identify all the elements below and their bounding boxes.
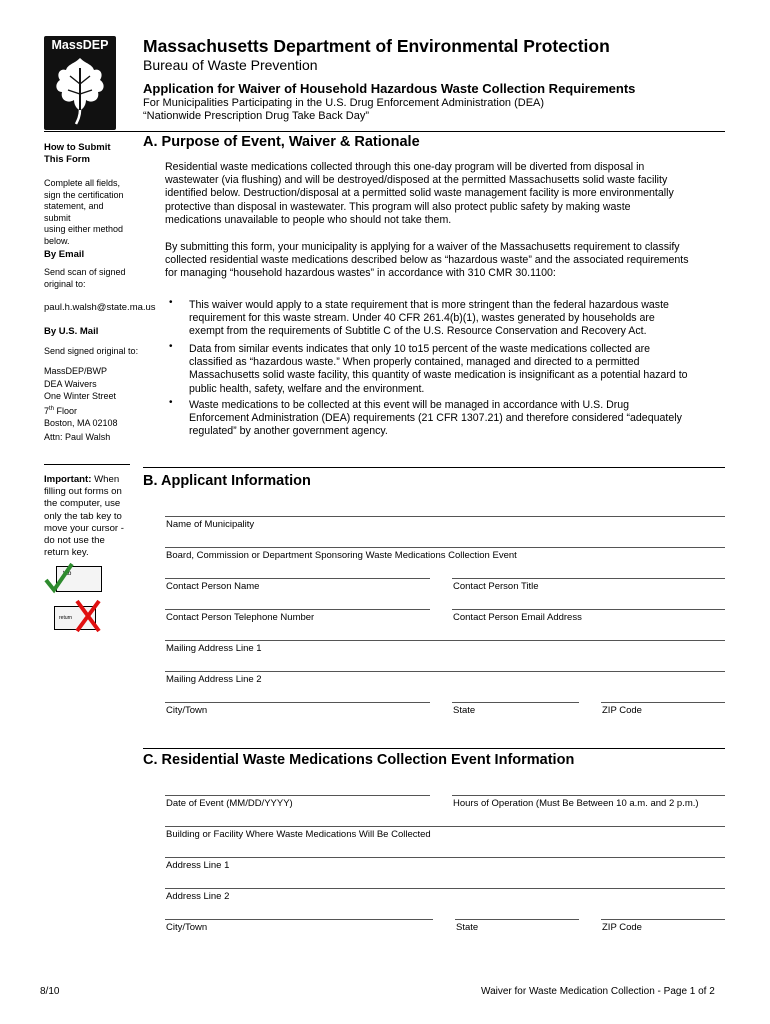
subtitle-line: “Nationwide Prescription Drug Take Back Day” bbox=[143, 110, 369, 122]
state-input[interactable] bbox=[452, 702, 579, 703]
address-line: DEA Waivers bbox=[44, 378, 97, 389]
tab-key-label: tab bbox=[63, 571, 72, 577]
text-line: classified as “hazardous waste.” When properly contained, managed and directed to a permitted bbox=[189, 356, 640, 369]
hours-label: Hours of Operation (Must Be Between 10 a.m. and 2 p.m.) bbox=[453, 798, 699, 809]
important-line: return key. bbox=[44, 547, 89, 559]
how-to-submit-text bbox=[44, 178, 126, 247]
floor-number: 7 bbox=[44, 405, 50, 416]
text-line: identified below. Destruction/disposal at a permitted solid waste management facility is more environmentally bbox=[165, 187, 674, 200]
mailing-address-1-input[interactable] bbox=[165, 640, 725, 641]
city-label: City/Town bbox=[166, 705, 208, 716]
contact-email-input[interactable] bbox=[452, 609, 725, 610]
side-line: sign the certification bbox=[44, 189, 124, 200]
contact-title-input[interactable] bbox=[452, 578, 725, 579]
important-line: only the tab key to bbox=[44, 510, 122, 522]
by-email-text bbox=[44, 267, 126, 290]
contact-name-input[interactable] bbox=[165, 578, 430, 579]
address-line bbox=[44, 403, 118, 418]
text-line: collected residential waste medications described below as “hazardous waste” and the associated requirements bbox=[165, 254, 689, 267]
text-line: Enforcement Administration (DEA) requirements (21 CFR 1307.21) and therefore considered “adequately bbox=[189, 412, 682, 425]
side-line: original to: bbox=[44, 278, 86, 289]
mailing-address-2-label: Mailing Address Line 2 bbox=[166, 674, 262, 685]
bullet-marker: • bbox=[169, 397, 173, 408]
by-email-title: By Email bbox=[44, 249, 85, 260]
board-label: Board, Commission or Department Sponsoring Waste Medications Collection Event bbox=[166, 550, 517, 561]
contact-phone-input[interactable] bbox=[165, 609, 430, 610]
agency-name: Massachusetts Department of Environmental Protection bbox=[143, 36, 610, 56]
important-text: When bbox=[91, 474, 120, 485]
event-zip-label: ZIP Code bbox=[602, 922, 642, 933]
subtitle-line: For Municipalities Participating in the U.S. Drug Enforcement Administration (DEA) bbox=[143, 97, 545, 109]
attention-line: Attn: Paul Walsh bbox=[44, 432, 111, 442]
text-line: protective than disposal in wastewater. This program will also protect public safety by making waste bbox=[165, 200, 631, 213]
bullet-item-3 bbox=[189, 399, 734, 439]
hours-input[interactable] bbox=[452, 795, 725, 796]
how-to-submit-title bbox=[44, 142, 111, 165]
bullet-item-1 bbox=[189, 299, 734, 339]
how-title-line: This Form bbox=[44, 153, 90, 165]
bullet-item-2 bbox=[189, 343, 734, 396]
event-address-1-input[interactable] bbox=[165, 857, 725, 858]
important-line: filling out forms on bbox=[44, 486, 122, 498]
section-a-paragraph-1 bbox=[165, 161, 730, 227]
bullet-marker: • bbox=[169, 341, 173, 352]
address-line: Boston, MA 02108 bbox=[44, 418, 118, 429]
building-input[interactable] bbox=[165, 826, 725, 827]
mailing-address-2-input[interactable] bbox=[165, 671, 725, 672]
text-line: Massachusetts solid waste facility, this quantity of waste medication is insignificant as a potential hazard to bbox=[189, 369, 688, 382]
tab-key-illustration bbox=[44, 562, 104, 596]
important-first-line bbox=[44, 474, 124, 486]
text-line: requirement for this waste stream. Under 40 CFR 261.4(b)(1), wastes generated by households are bbox=[189, 312, 655, 325]
text-line: Waste medications to be collected at this event will be managed in accordance with U.S. Drug bbox=[189, 399, 630, 411]
text-line: public health, safety, welfare and the environment. bbox=[189, 382, 425, 395]
oak-leaf-icon bbox=[50, 54, 110, 126]
text-line: wastewater (via flushing) and will be destroyed/disposed at the permitted Massachusetts solid waste facility bbox=[165, 174, 668, 187]
important-line: move your cursor - bbox=[44, 522, 124, 534]
email-address-link[interactable]: paul.h.walsh@state.ma.us bbox=[44, 302, 156, 313]
checkmark-icon bbox=[44, 562, 74, 594]
address-line: MassDEP/BWP bbox=[44, 366, 108, 376]
contact-title-label: Contact Person Title bbox=[453, 581, 539, 592]
address-line: One Winter Street bbox=[44, 391, 117, 402]
bureau-name: Bureau of Waste Prevention bbox=[143, 57, 318, 73]
side-line: statement, and submit bbox=[44, 201, 104, 223]
how-title-line: How to Submit bbox=[44, 142, 111, 153]
event-state-label: State bbox=[456, 922, 479, 933]
event-state-input[interactable] bbox=[455, 919, 579, 920]
section-a-title: A. Purpose of Event, Waiver & Rationale bbox=[143, 134, 420, 150]
form-version: 8/10 bbox=[40, 986, 60, 997]
section-b-divider bbox=[143, 467, 725, 468]
zip-input[interactable] bbox=[601, 702, 725, 703]
event-address-2-input[interactable] bbox=[165, 888, 725, 889]
important-line: the computer, use bbox=[44, 498, 121, 510]
header-divider bbox=[44, 131, 725, 132]
page-footer: Waiver for Waste Medication Collection - Page 1 of 2 bbox=[481, 986, 715, 997]
municipality-input[interactable] bbox=[165, 516, 725, 517]
section-a-paragraph-2 bbox=[165, 241, 730, 281]
board-input[interactable] bbox=[165, 547, 725, 548]
mailing-address-1-label: Mailing Address Line 1 bbox=[166, 643, 262, 654]
event-zip-input[interactable] bbox=[601, 919, 725, 920]
side-line: using either method bbox=[44, 224, 124, 234]
bullet-marker: • bbox=[169, 297, 173, 308]
text-line: This waiver would apply to a state requirement that is more stringent than the federal hazardous waste bbox=[189, 299, 669, 311]
section-c-divider bbox=[143, 748, 725, 749]
event-city-label: City/Town bbox=[166, 922, 208, 933]
text-line: regulated” by another government agency. bbox=[189, 425, 388, 438]
event-city-input[interactable] bbox=[165, 919, 433, 920]
contact-phone-label: Contact Person Telephone Number bbox=[166, 612, 315, 623]
municipality-label: Name of Municipality bbox=[166, 519, 255, 530]
application-title: Application for Waiver of Household Hazardous Waste Collection Requirements bbox=[143, 81, 636, 96]
by-mail-text: Send signed original to: bbox=[44, 346, 139, 356]
contact-email-label: Contact Person Email Address bbox=[453, 612, 582, 623]
section-b-title: B. Applicant Information bbox=[143, 473, 311, 489]
state-label: State bbox=[453, 705, 476, 716]
city-input[interactable] bbox=[165, 702, 430, 703]
return-key-illustration bbox=[50, 598, 106, 634]
event-address-1-label: Address Line 1 bbox=[166, 860, 230, 871]
important-label: Important: bbox=[44, 474, 92, 485]
text-line: exempt from the requirements of Subtitle C of the U.S. Resource Conservation and Recovery Act. bbox=[189, 325, 647, 338]
side-line: below. bbox=[44, 235, 70, 246]
zip-label: ZIP Code bbox=[602, 705, 642, 716]
floor-word: Floor bbox=[54, 405, 78, 416]
event-date-input[interactable] bbox=[165, 795, 430, 796]
logo-text: MassDEP bbox=[51, 38, 109, 52]
important-line: do not use the bbox=[44, 535, 105, 547]
floor-suffix: th bbox=[49, 405, 55, 412]
contact-name-label: Contact Person Name bbox=[166, 581, 260, 592]
event-address-2-label: Address Line 2 bbox=[166, 891, 230, 902]
subtitle bbox=[143, 97, 544, 123]
cross-icon bbox=[74, 598, 102, 634]
return-key-label: return bbox=[59, 615, 73, 621]
text-line: medications unavailable to people who should not take them. bbox=[165, 213, 452, 226]
side-line: Complete all fields, bbox=[44, 178, 121, 188]
text-line: Data from similar events indicates that only 10 to15 percent of the waste medications collected are bbox=[189, 343, 651, 355]
massdep-logo bbox=[44, 36, 116, 130]
mailing-address bbox=[44, 365, 118, 430]
text-line: By submitting this form, your municipality is applying for a waiver of the Massachusetts requirement to classify bbox=[165, 241, 680, 253]
building-label: Building or Facility Where Waste Medications Will Be Collected bbox=[166, 829, 431, 840]
sidebar-divider bbox=[44, 464, 130, 465]
important-note bbox=[44, 474, 124, 559]
by-mail-title: By U.S. Mail bbox=[44, 326, 99, 337]
event-date-label: Date of Event (MM/DD/YYYY) bbox=[166, 798, 293, 809]
text-line: Residential waste medications collected through this one-day program will be diverted from disposal in bbox=[165, 161, 645, 173]
text-line: for managing “household hazardous wastes” in accordance with 310 CMR 30.1100: bbox=[165, 267, 556, 280]
section-c-title: C. Residential Waste Medications Collection Event Information bbox=[143, 752, 575, 768]
side-line: Send scan of signed bbox=[44, 267, 126, 277]
